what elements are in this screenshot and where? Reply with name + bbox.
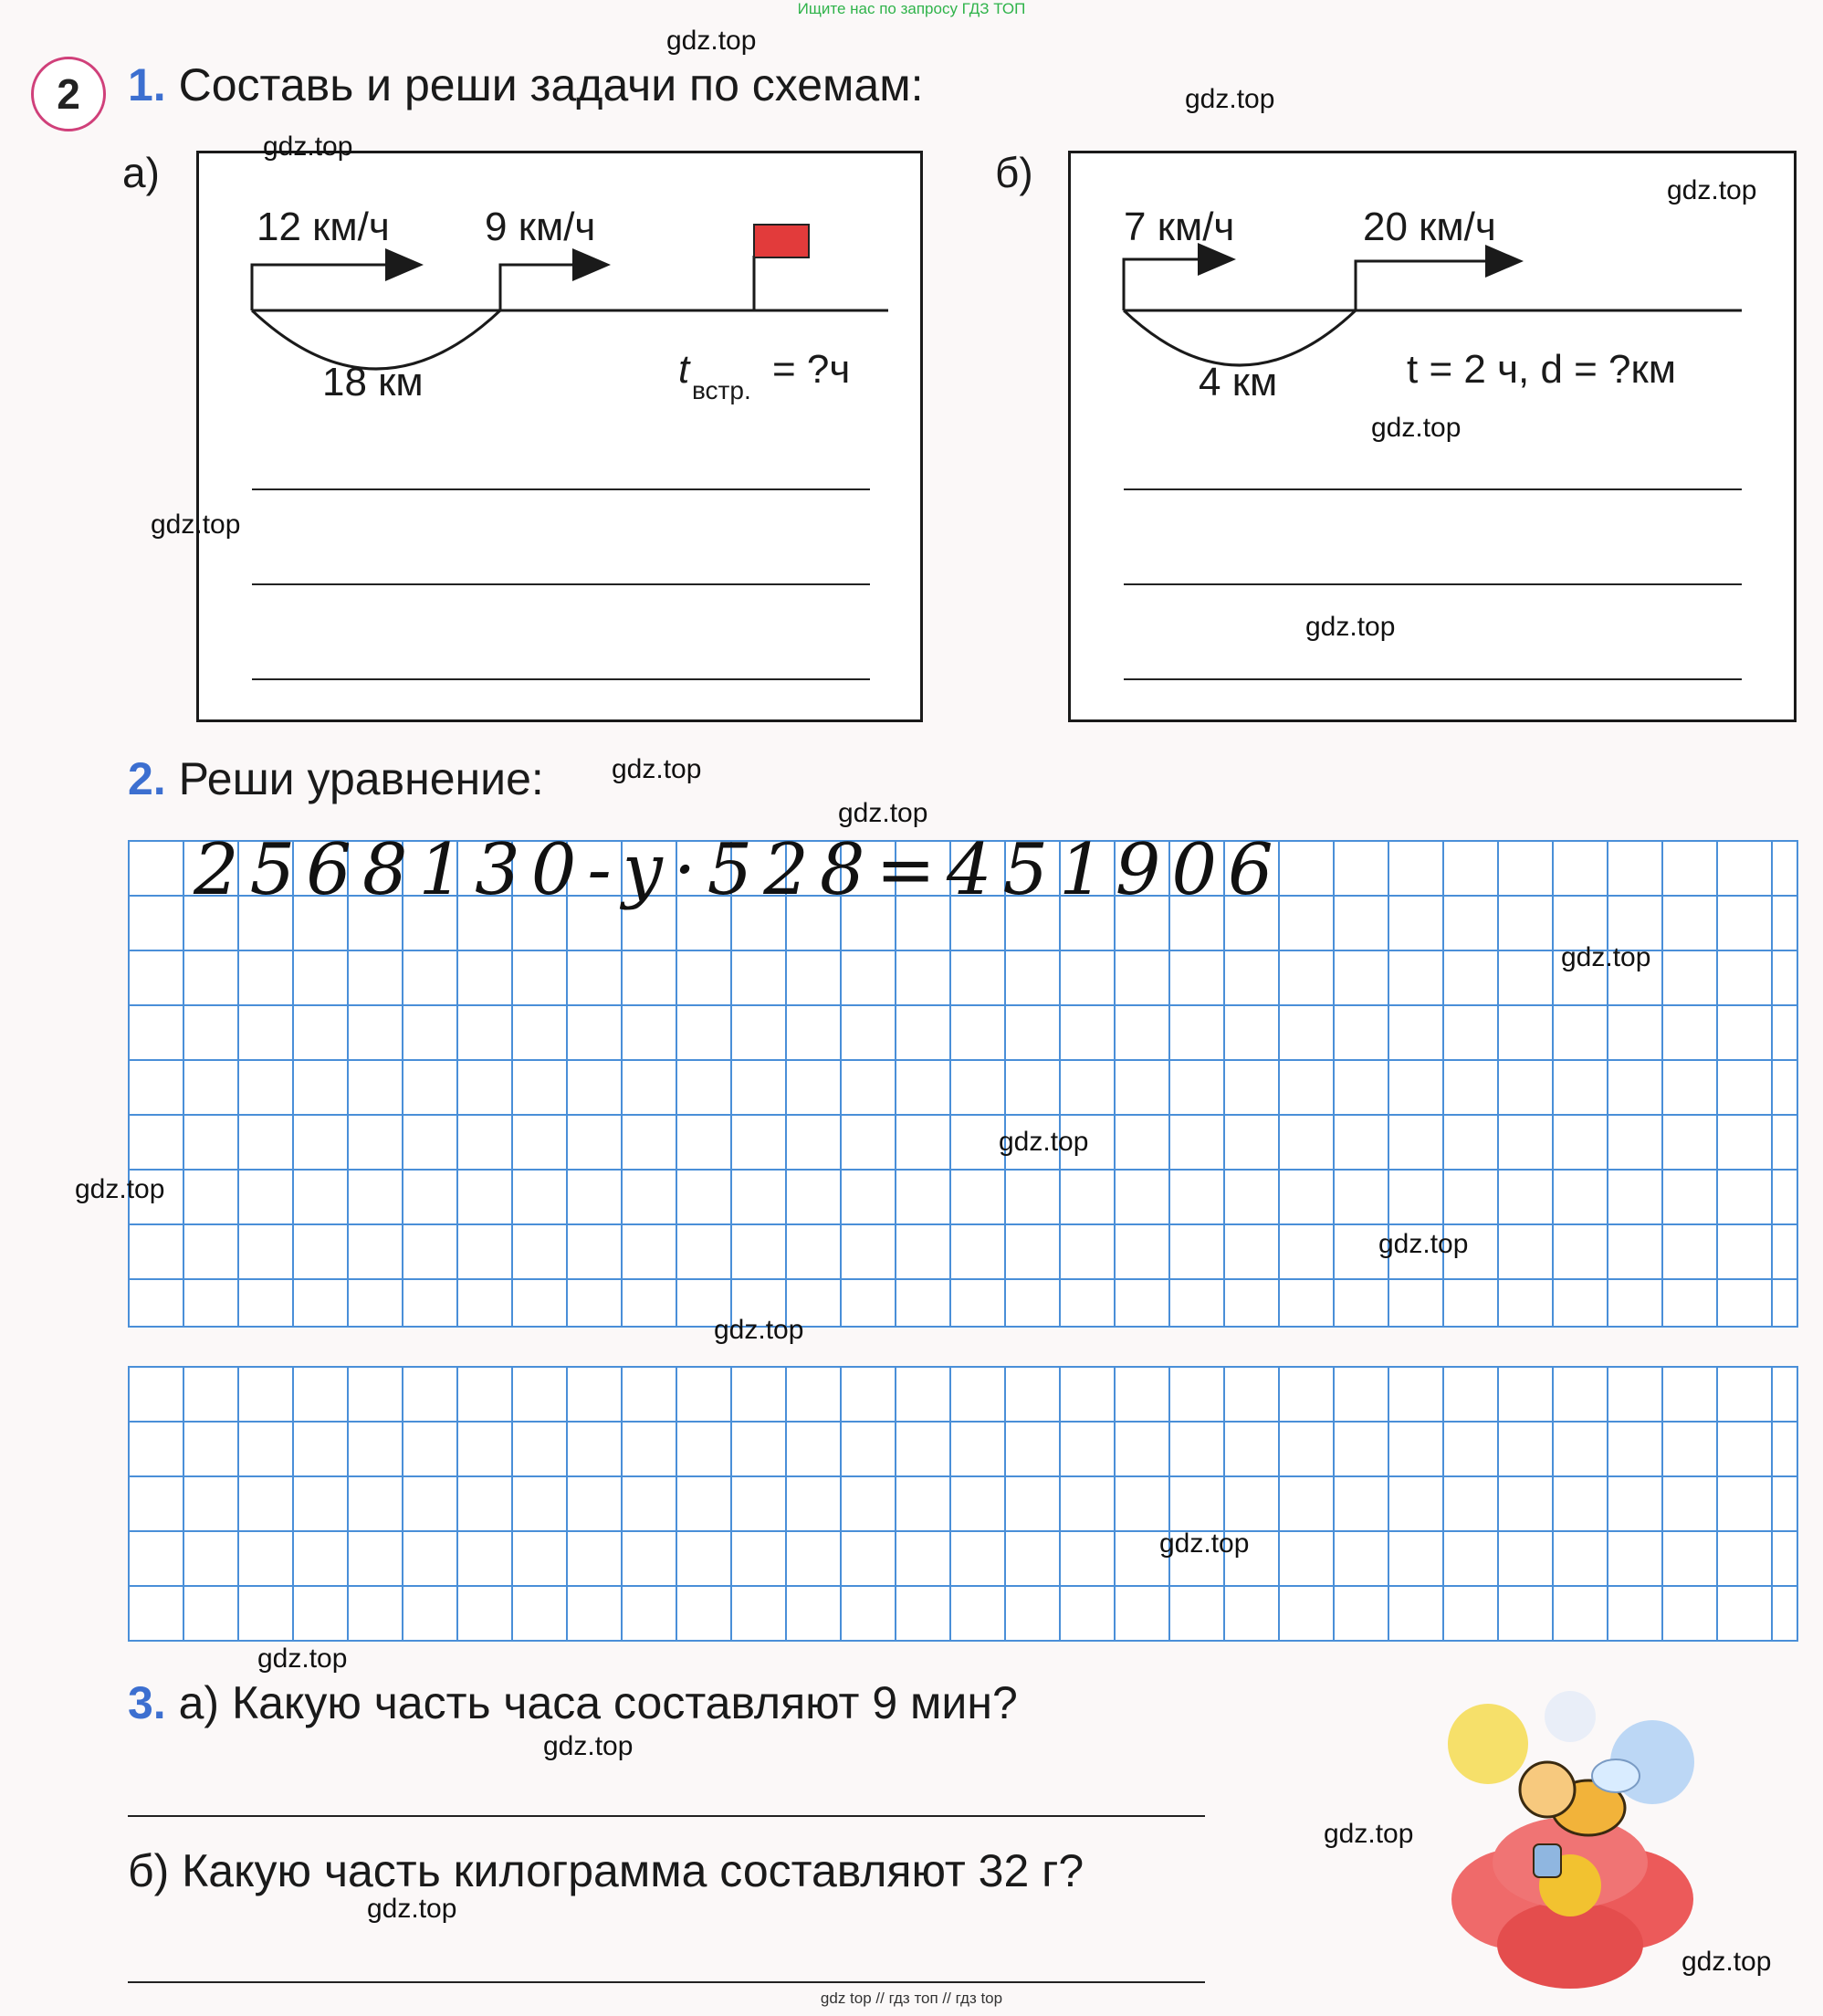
distance-arc [1124,310,1356,365]
page-number-badge: 2 [31,57,106,131]
watermark: gdz.top [543,1731,634,1761]
task3-number: 3. [128,1677,166,1728]
watermark: gdz.top [612,754,702,784]
work-grid-1[interactable] [128,840,1798,1328]
speed1-label: 7 км/ч [1124,205,1235,249]
watermark: gdz.top [999,1127,1089,1157]
question-label: = ?ч [772,347,851,392]
task3-heading [128,1676,1018,1729]
arrow-right-icon [1356,261,1518,310]
watermark: gdz.top [1159,1528,1250,1559]
condition-label: t = 2 ч, d = ?км [1407,347,1677,392]
task1-number: 1. [128,59,166,110]
t-symbol: t [678,347,690,392]
watermark: gdz.top [714,1315,804,1345]
watermark: gdz.top [1561,942,1651,972]
watermark: gdz.top [1667,175,1757,205]
watermark: gdz.top [838,798,928,828]
distance-label: 18 км [322,360,424,404]
task3-question-b: б) Какую часть килограмма составляют 32 г? [128,1845,1084,1896]
handwritten-equation: 2568130-y·528=451906 [194,829,1284,911]
bee-on-flower-icon [1424,1689,1716,1990]
task2-title: Реши уравнение: [178,753,544,804]
watermark: gdz.top [75,1174,165,1204]
task3-question-a: а) Какую часть часа составляют 9 мин? [178,1677,1018,1728]
watermark: gdz.top [367,1894,457,1924]
work-grid-2[interactable] [128,1366,1798,1642]
watermark: gdz.top [1185,84,1275,114]
arrow-right-icon [1124,259,1231,310]
watermark: gdz.top [1371,413,1462,443]
task1-title: Составь и реши задачи по схемам: [178,59,924,110]
task1-heading [128,58,924,111]
watermark: gdz.top [1378,1229,1469,1259]
task1a-label: а) [122,149,160,196]
answer-line-b[interactable] [128,1981,1205,1983]
top-banner: Ищите нас по запросу ГДЗ ТОП [797,0,1026,17]
speed2-label: 20 км/ч [1363,205,1496,249]
arrow-right-icon [252,265,418,310]
answer-line-a[interactable] [128,1815,1205,1817]
t-subscript: встр. [692,376,751,404]
watermark: gdz.top [263,131,353,162]
watermark: gdz.top [666,26,757,56]
task1b-label: б) [995,149,1033,196]
watermark: gdz.top [151,509,241,540]
bottom-banner: gdz top // гдз топ // гдз top [820,1990,1003,2007]
arrow-right-icon [500,265,605,310]
distance-label: 4 км [1199,360,1278,404]
watermark: gdz.top [1682,1947,1772,1977]
watermark: gdz.top [1324,1819,1414,1849]
task2-heading [128,752,544,805]
watermark: gdz.top [1305,612,1396,642]
task2-number: 2. [128,753,166,804]
speed1-label: 12 км/ч [257,205,390,249]
red-flag-icon [754,225,809,257]
task1a-scheme-box [196,151,923,722]
watermark: gdz.top [257,1643,348,1674]
speed2-label: 9 км/ч [485,205,596,249]
